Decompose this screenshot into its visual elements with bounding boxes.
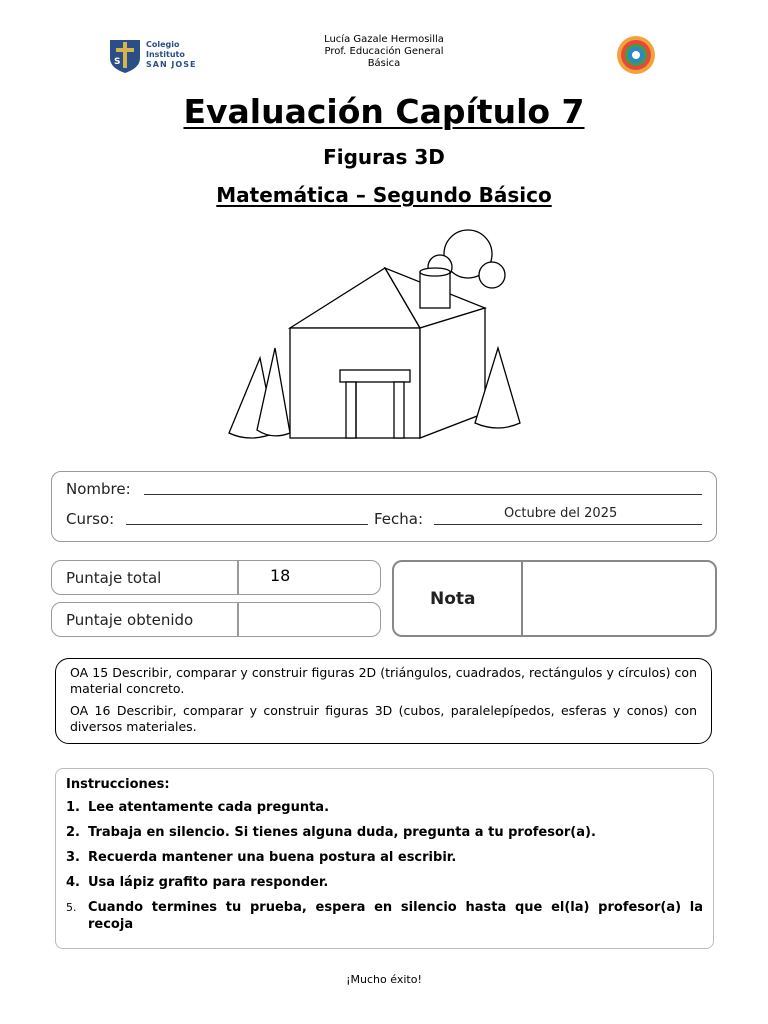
grade-box — [392, 560, 717, 637]
subject-line: Matemática – Segundo Básico — [216, 183, 552, 207]
objective-oa15: OA 15 Describir, comparar y construir figuras 2D (triángulos, cuadrados, rectángulos y círculos) con material concreto. — [70, 665, 697, 696]
obtained-score-box — [51, 602, 381, 637]
school-emblem-icon — [612, 34, 660, 76]
course-label: Curso: — [66, 510, 115, 528]
author-role-line1: Prof. Educación General — [324, 46, 444, 57]
author-role-line2: Básica — [367, 58, 401, 69]
learning-objectives-box — [55, 658, 712, 744]
student-info-box — [51, 471, 717, 542]
divider — [521, 562, 523, 635]
instruction-item: 2. Trabaja en silencio. Si tienes alguna duda, pregunta a tu profesor(a). — [66, 825, 596, 840]
instructions-list — [66, 799, 703, 933]
name-field[interactable] — [144, 494, 702, 495]
shield-icon — [108, 38, 142, 74]
author-info — [284, 34, 484, 70]
total-score-value: 18 — [270, 566, 291, 585]
total-score-label: Puntaje total — [66, 569, 162, 587]
instructions-title: Instrucciones: — [66, 777, 170, 792]
footer-message: ¡Mucho éxito! — [346, 973, 422, 986]
date-field[interactable] — [434, 524, 702, 525]
course-field[interactable] — [126, 524, 368, 525]
divider — [237, 603, 239, 636]
instructions-box — [55, 768, 714, 949]
instruction-item: 1. Lee atentamente cada pregunta. — [66, 800, 330, 815]
objective-oa16: OA 16 Describir, comparar y construir figuras 3D (cubos, paralelepípedos, esferas y conos) con diversos materiales. — [70, 703, 697, 734]
school-name-line1: Colegio — [146, 40, 180, 49]
school-name-line2: Instituto — [146, 50, 185, 59]
instruction-item: 4. Usa lápiz grafito para responder. — [66, 875, 329, 890]
name-label: Nombre: — [66, 480, 131, 498]
school-logo — [108, 38, 208, 76]
instruction-item: 3. Recuerda mantener una buena postura al escribir. — [66, 850, 457, 865]
grade-label: Nota — [430, 589, 476, 609]
page-title: Evaluación Capítulo 7 — [183, 92, 585, 131]
obtained-score-label: Puntaje obtenido — [66, 611, 194, 629]
svg-text:S: S — [114, 57, 121, 67]
house-3d-shapes-illustration — [220, 228, 540, 448]
date-value: Octubre del 2025 — [504, 506, 618, 521]
date-label: Fecha: — [374, 510, 424, 528]
page-subtitle: Figuras 3D — [323, 145, 445, 169]
school-name-line3: SAN JOSE — [146, 60, 197, 69]
instruction-item: 5. Cuando termines tu prueba, espera en silencio hasta que el(la) profesor(a) la recoja — [66, 900, 703, 932]
divider — [237, 561, 239, 594]
total-score-box — [51, 560, 381, 595]
author-name: Lucía Gazale Hermosilla — [324, 34, 444, 45]
